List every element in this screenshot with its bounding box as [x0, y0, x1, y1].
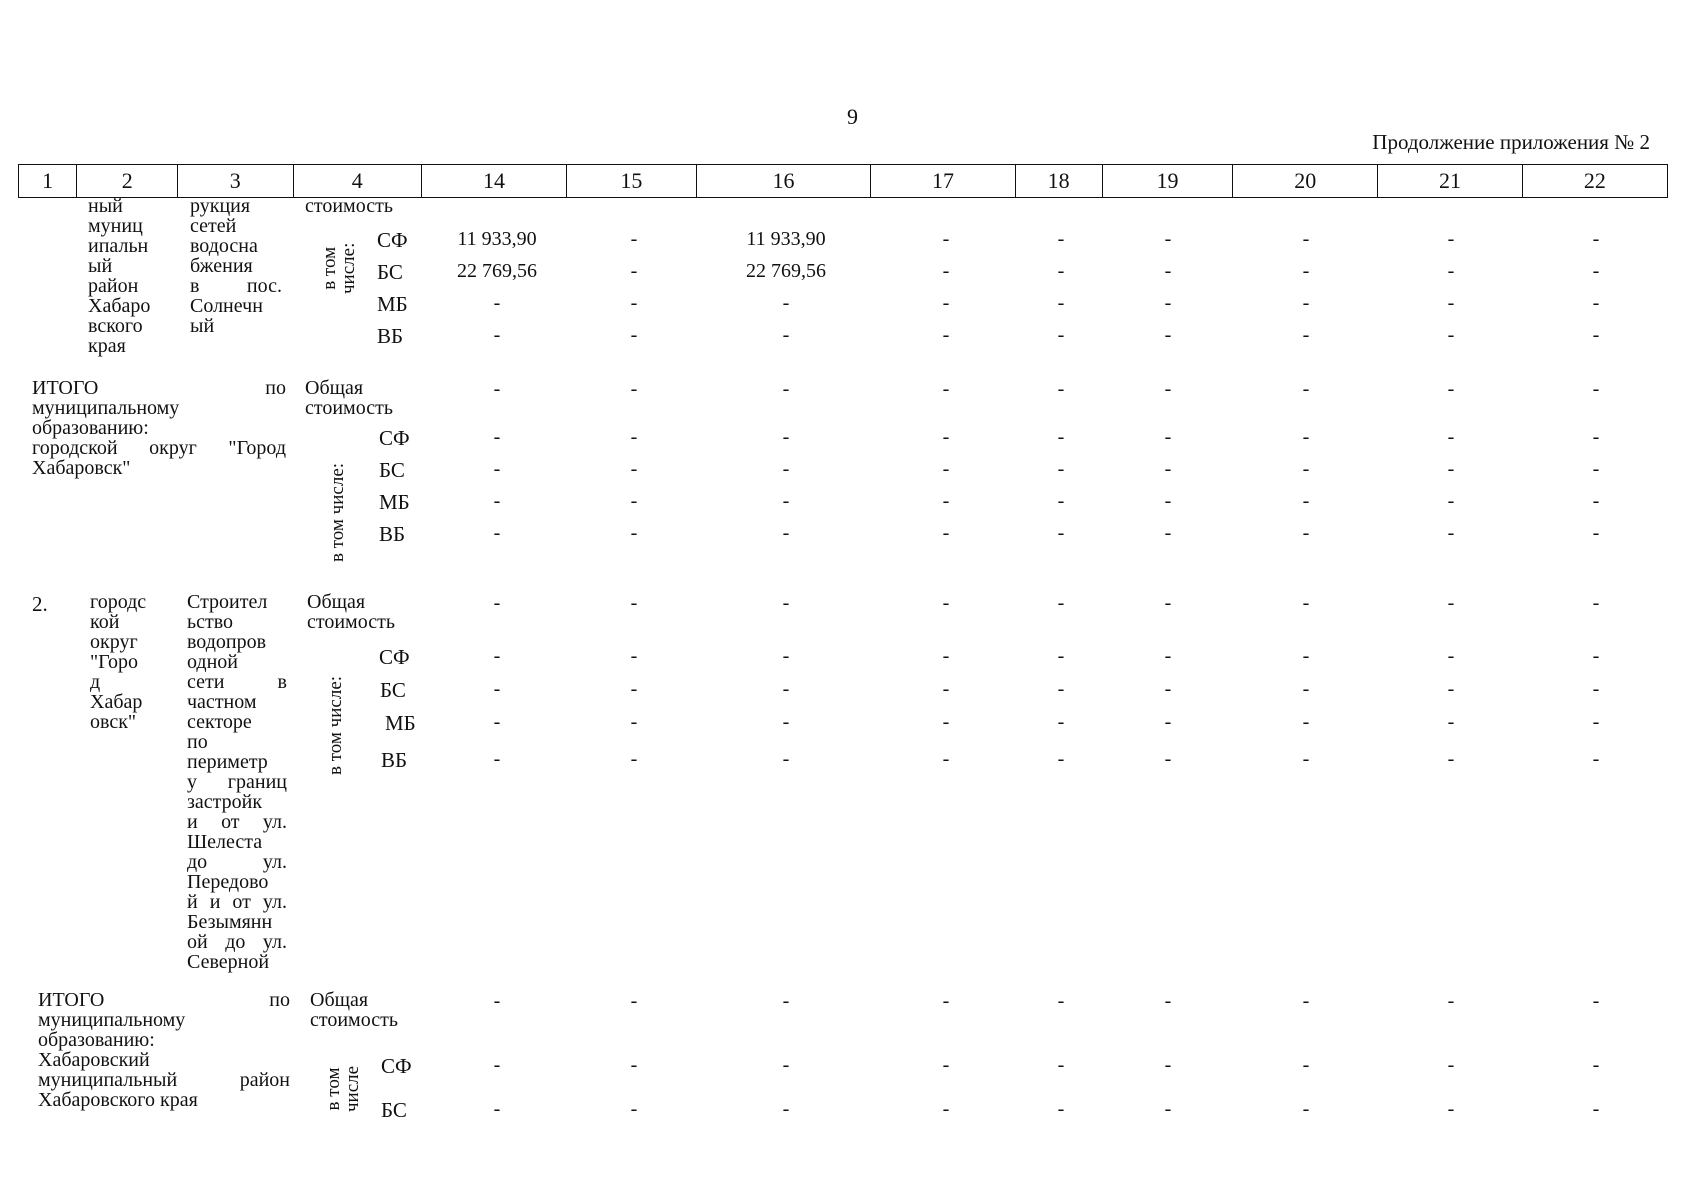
row2-total-label: [307, 592, 417, 632]
row2-ВБ-col14: -: [493, 748, 501, 770]
itogo1-МБ-col15: -: [630, 490, 638, 512]
itogo1-БС-col21: -: [1447, 458, 1455, 480]
itogo1-total-col20: -: [1302, 378, 1310, 400]
itogo2-total-col20: -: [1302, 990, 1310, 1012]
row1-МБ-col22: -: [1592, 292, 1600, 314]
row1-МБ-col14: -: [493, 292, 501, 314]
text-line: ИТОГО по: [38, 989, 290, 1011]
row2-БС-col14: -: [493, 678, 501, 700]
text-line: в пос.: [190, 275, 282, 297]
itogo2-БС-col16: -: [782, 1098, 790, 1120]
itogo1-МБ-col18: -: [1057, 490, 1065, 512]
row2-fund-МБ: МБ: [385, 711, 416, 735]
itogo2-СФ-col20: -: [1302, 1054, 1310, 1076]
row1-fund-СФ: СФ: [377, 228, 408, 252]
text-line: Хабаровск": [32, 457, 131, 479]
text-line: ый: [88, 255, 113, 277]
itogo2-total-col19: -: [1164, 990, 1172, 1012]
row2-МБ-col17: -: [942, 711, 950, 733]
row2-ВБ-col15: -: [630, 748, 638, 770]
itogo2-СФ-col14: -: [493, 1054, 501, 1076]
itogo1-СФ-col22: -: [1592, 426, 1600, 448]
itogo2-total-label: [310, 990, 420, 1030]
row1-ВБ-col16: -: [782, 324, 790, 346]
itogo2-БС-col21: -: [1447, 1098, 1455, 1120]
row2-СФ-col14: -: [493, 645, 501, 667]
text-line: Хабаро: [88, 295, 151, 317]
row1-СФ-col19: -: [1164, 228, 1172, 250]
itogo1-ВБ-col22: -: [1592, 522, 1600, 544]
column-header-14: 14: [421, 165, 566, 198]
row1-СФ-col20: -: [1302, 228, 1310, 250]
column-header-20: 20: [1233, 165, 1378, 198]
itogo2-БС-col17: -: [942, 1098, 950, 1120]
itogo1-БС-col20: -: [1302, 458, 1310, 480]
text-line: Передово: [187, 871, 269, 893]
itogo1-БС-col18: -: [1057, 458, 1065, 480]
itogo2-БС-col14: -: [493, 1098, 501, 1120]
row2-БС-col15: -: [630, 678, 638, 700]
itogo1-МБ-col19: -: [1164, 490, 1172, 512]
itogo2-incl-label: в том числе: [323, 1065, 363, 1112]
row1-ВБ-col15: -: [630, 324, 638, 346]
itogo2-total-col22: -: [1592, 990, 1600, 1012]
row2-fund-СФ: СФ: [379, 645, 410, 669]
text-line: Шелеста: [187, 831, 263, 853]
text-line: рукция: [190, 195, 251, 217]
text-line: округ: [90, 631, 138, 653]
row1-МБ-col21: -: [1447, 292, 1455, 314]
itogo1-total-col18: -: [1057, 378, 1065, 400]
text-line: до ул.: [187, 851, 287, 873]
row1-БС-col14: 22 769,56: [457, 260, 537, 282]
text-line: городс: [90, 591, 147, 613]
row2-БС-col17: -: [942, 678, 950, 700]
itogo1-total-col14: -: [493, 378, 501, 400]
column-header-22: 22: [1522, 165, 1667, 198]
text-line: секторе: [187, 711, 252, 733]
text-line: и от ул.: [187, 811, 287, 833]
row2-total-col18: -: [1057, 592, 1065, 614]
itogo2-total-col16: -: [782, 990, 790, 1012]
itogo2-СФ-col21: -: [1447, 1054, 1455, 1076]
text-line: вского: [88, 315, 143, 337]
text-line: Общая: [305, 377, 364, 399]
row1-БС-col20: -: [1302, 260, 1310, 282]
text-line: бжения: [190, 255, 253, 277]
text-line: одной: [187, 651, 239, 673]
itogo2-total-col14: -: [493, 990, 501, 1012]
itogo2-БС-col18: -: [1057, 1098, 1065, 1120]
itogo2-total-col15: -: [630, 990, 638, 1012]
text-line: водосна: [190, 235, 258, 257]
itogo1-МБ-col14: -: [493, 490, 501, 512]
itogo1-total-col17: -: [942, 378, 950, 400]
itogo1-ВБ-col15: -: [630, 522, 638, 544]
text-line: й и от ул.: [187, 891, 287, 913]
itogo1-СФ-col19: -: [1164, 426, 1172, 448]
itogo1-incl-label: в том числе:: [327, 462, 348, 562]
text-line: кой: [90, 611, 120, 633]
itogo1-СФ-col20: -: [1302, 426, 1310, 448]
row1-ВБ-col20: -: [1302, 324, 1310, 346]
text-line: Хабаровского края: [38, 1089, 198, 1111]
text-line: края: [88, 335, 126, 357]
row1-БС-col21: -: [1447, 260, 1455, 282]
text-line: ипальн: [88, 235, 149, 257]
row2-ВБ-col18: -: [1057, 748, 1065, 770]
row2-total-col19: -: [1164, 592, 1172, 614]
column-header-3: 3: [178, 165, 294, 198]
itogo2-БС-col22: -: [1592, 1098, 1600, 1120]
itogo1-total-label: [305, 378, 415, 418]
row1-МБ-col19: -: [1164, 292, 1172, 314]
row2-МБ-col18: -: [1057, 711, 1065, 733]
itogo2-СФ-col18: -: [1057, 1054, 1065, 1076]
itogo1-total-col22: -: [1592, 378, 1600, 400]
itogo1-fund-БС: БС: [379, 458, 405, 482]
column-header-19: 19: [1102, 165, 1232, 198]
itogo1-ВБ-col21: -: [1447, 522, 1455, 544]
itogo2-fund-БС: БС: [381, 1098, 407, 1122]
text-line: водопров: [187, 631, 267, 653]
row2-fund-ВБ: ВБ: [381, 748, 408, 772]
itogo1-МБ-col22: -: [1592, 490, 1600, 512]
text-line: застройк: [187, 791, 263, 813]
text-line: Хабар: [90, 691, 143, 713]
row2-СФ-col21: -: [1447, 645, 1455, 667]
column-header-17: 17: [871, 165, 1015, 198]
text-line: частном: [187, 691, 257, 713]
itogo1-СФ-col15: -: [630, 426, 638, 448]
row2-МБ-col19: -: [1164, 711, 1172, 733]
row1-МБ-col18: -: [1057, 292, 1065, 314]
row1-municipality: [88, 196, 166, 356]
text-line: овск": [90, 711, 137, 733]
continuation-caption: Продолжение приложения № 2: [1372, 130, 1650, 154]
text-line: ьство: [187, 611, 234, 633]
itogo1-БС-col14: -: [493, 458, 501, 480]
itogo1-БС-col19: -: [1164, 458, 1172, 480]
row2-ВБ-col17: -: [942, 748, 950, 770]
itogo1-total-col21: -: [1447, 378, 1455, 400]
row2-СФ-col17: -: [942, 645, 950, 667]
row1-БС-col19: -: [1164, 260, 1172, 282]
itogo2-total-col21: -: [1447, 990, 1455, 1012]
row2-СФ-col15: -: [630, 645, 638, 667]
itogo1-ВБ-col17: -: [942, 522, 950, 544]
text-line: стоимость: [307, 611, 395, 633]
row1-СФ-col22: -: [1592, 228, 1600, 250]
row2-incl-label: в том числе:: [325, 675, 346, 775]
itogo1-СФ-col16: -: [782, 426, 790, 448]
row2-ВБ-col22: -: [1592, 748, 1600, 770]
row1-БС-col17: -: [942, 260, 950, 282]
text-line: стоимость: [305, 397, 393, 419]
row1-ВБ-col14: -: [493, 324, 501, 346]
row2-total-col14: -: [493, 592, 501, 614]
text-line: ИТОГО по: [32, 377, 286, 399]
itogo2-total-col17: -: [942, 990, 950, 1012]
row2-СФ-col20: -: [1302, 645, 1310, 667]
itogo2-БС-col19: -: [1164, 1098, 1172, 1120]
row2-БС-col18: -: [1057, 678, 1065, 700]
column-header-2: 2: [77, 165, 178, 198]
row2-СФ-col19: -: [1164, 645, 1172, 667]
text-line: ый: [190, 315, 215, 337]
row1-object: [190, 196, 282, 336]
row2-ВБ-col20: -: [1302, 748, 1310, 770]
row2-number: 2.: [32, 592, 48, 616]
text-line: муниципальный район: [38, 1069, 290, 1091]
row2-МБ-col15: -: [630, 711, 638, 733]
text-line: муниципальному: [32, 397, 180, 419]
itogo2-fund-СФ: СФ: [381, 1054, 412, 1078]
itogo1-fund-ВБ: ВБ: [379, 522, 406, 546]
row2-fund-БС: БС: [380, 678, 406, 702]
row1-СФ-col14: 11 933,90: [457, 228, 537, 250]
text-line: район: [88, 275, 139, 297]
row1-fund-БС: БС: [377, 260, 403, 284]
column-header-4: 4: [293, 165, 421, 198]
text-line: образованию:: [38, 1029, 155, 1051]
text-line: Общая: [307, 591, 366, 613]
page-number: 9: [847, 104, 858, 129]
row2-object: [187, 592, 287, 972]
column-header-15: 15: [567, 165, 696, 198]
row1-total-label: стоимость: [305, 195, 393, 217]
row1-БС-col15: -: [630, 260, 638, 282]
text-line: Солнечн: [190, 295, 263, 317]
row1-ВБ-col19: -: [1164, 324, 1172, 346]
text-line: Хабаровский: [38, 1049, 150, 1071]
row2-СФ-col18: -: [1057, 645, 1065, 667]
itogo1-total-col19: -: [1164, 378, 1172, 400]
itogo1-МБ-col20: -: [1302, 490, 1310, 512]
row1-fund-ВБ: ВБ: [377, 324, 404, 348]
itogo1-ВБ-col20: -: [1302, 522, 1310, 544]
itogo2-СФ-col19: -: [1164, 1054, 1172, 1076]
text-line: Общая: [310, 989, 369, 1011]
row2-БС-col22: -: [1592, 678, 1600, 700]
row1-БС-col22: -: [1592, 260, 1600, 282]
itogo1-ВБ-col16: -: [782, 522, 790, 544]
text-line: муниц: [88, 215, 143, 237]
text-line: сетей: [190, 215, 237, 237]
itogo1-БС-col17: -: [942, 458, 950, 480]
row2-МБ-col22: -: [1592, 711, 1600, 733]
itogo1-БС-col15: -: [630, 458, 638, 480]
row2-total-col20: -: [1302, 592, 1310, 614]
row1-БС-col18: -: [1057, 260, 1065, 282]
itogo1-СФ-col18: -: [1057, 426, 1065, 448]
text-line: сети в: [187, 671, 287, 693]
column-header-1: 1: [19, 165, 77, 198]
text-line: ный: [88, 195, 123, 217]
itogo1-ВБ-col19: -: [1164, 522, 1172, 544]
row1-СФ-col15: -: [630, 228, 638, 250]
itogo1-fund-МБ: МБ: [379, 490, 410, 514]
itogo1-fund-СФ: СФ: [379, 426, 410, 450]
row2-total-col22: -: [1592, 592, 1600, 614]
itogo1-СФ-col21: -: [1447, 426, 1455, 448]
itogo2-БС-col20: -: [1302, 1098, 1310, 1120]
text-line: "Горо: [90, 651, 138, 673]
row2-МБ-col21: -: [1447, 711, 1455, 733]
row1-МБ-col16: -: [782, 292, 790, 314]
row2-БС-col21: -: [1447, 678, 1455, 700]
row1-СФ-col18: -: [1057, 228, 1065, 250]
text-line: стоимость: [310, 1009, 398, 1031]
itogo1-БС-col22: -: [1592, 458, 1600, 480]
text-line: периметр: [187, 751, 268, 773]
row2-МБ-col20: -: [1302, 711, 1310, 733]
row1-МБ-col15: -: [630, 292, 638, 314]
row1-МБ-col17: -: [942, 292, 950, 314]
column-header-21: 21: [1378, 165, 1522, 198]
text-line: д: [90, 671, 101, 693]
itogo1-total-col16: -: [782, 378, 790, 400]
itogo2-СФ-col15: -: [630, 1054, 638, 1076]
text-line: Северной: [187, 951, 270, 973]
text-line: Безымянн: [187, 911, 273, 933]
row1-СФ-col16: 11 933,90: [746, 228, 826, 250]
row1-incl-label: в том числе:: [319, 242, 359, 294]
row2-municipality: [90, 592, 166, 732]
text-line: у границ: [187, 771, 287, 793]
itogo2-label: [38, 990, 290, 1110]
row1-ВБ-col18: -: [1057, 324, 1065, 346]
itogo1-ВБ-col18: -: [1057, 522, 1065, 544]
row1-СФ-col21: -: [1447, 228, 1455, 250]
itogo1-СФ-col14: -: [493, 426, 501, 448]
text-line: по: [187, 731, 208, 753]
itogo2-БС-col15: -: [630, 1098, 638, 1120]
itogo2-СФ-col17: -: [942, 1054, 950, 1076]
row2-БС-col16: -: [782, 678, 790, 700]
text-line: ой до ул.: [187, 931, 287, 953]
row1-fund-МБ: МБ: [377, 292, 408, 316]
row2-ВБ-col19: -: [1164, 748, 1172, 770]
row1-ВБ-col22: -: [1592, 324, 1600, 346]
row2-МБ-col16: -: [782, 711, 790, 733]
text-line: образованию:: [32, 417, 149, 439]
row2-МБ-col14: -: [493, 711, 501, 733]
row2-СФ-col22: -: [1592, 645, 1600, 667]
itogo1-label: [32, 378, 286, 478]
itogo1-СФ-col17: -: [942, 426, 950, 448]
row2-total-col17: -: [942, 592, 950, 614]
row2-ВБ-col21: -: [1447, 748, 1455, 770]
row1-БС-col16: 22 769,56: [746, 260, 826, 282]
itogo1-МБ-col16: -: [782, 490, 790, 512]
itogo1-БС-col16: -: [782, 458, 790, 480]
row2-ВБ-col16: -: [782, 748, 790, 770]
itogo1-total-col15: -: [630, 378, 638, 400]
row1-ВБ-col17: -: [942, 324, 950, 346]
row2-total-col21: -: [1447, 592, 1455, 614]
table-header: [18, 164, 1668, 198]
itogo1-МБ-col17: -: [942, 490, 950, 512]
row2-БС-col20: -: [1302, 678, 1310, 700]
text-line: муниципальному: [38, 1009, 186, 1031]
row1-СФ-col17: -: [942, 228, 950, 250]
itogo2-СФ-col16: -: [782, 1054, 790, 1076]
itogo2-СФ-col22: -: [1592, 1054, 1600, 1076]
text-line: Строител: [187, 591, 268, 613]
text-line: городской округ "Город: [32, 437, 286, 459]
itogo1-МБ-col21: -: [1447, 490, 1455, 512]
itogo1-ВБ-col14: -: [493, 522, 501, 544]
row1-МБ-col20: -: [1302, 292, 1310, 314]
column-header-16: 16: [696, 165, 871, 198]
column-header-18: 18: [1015, 165, 1102, 198]
row2-total-col16: -: [782, 592, 790, 614]
row1-ВБ-col21: -: [1447, 324, 1455, 346]
row2-СФ-col16: -: [782, 645, 790, 667]
row2-БС-col19: -: [1164, 678, 1172, 700]
itogo2-total-col18: -: [1057, 990, 1065, 1012]
row2-total-col15: -: [630, 592, 638, 614]
